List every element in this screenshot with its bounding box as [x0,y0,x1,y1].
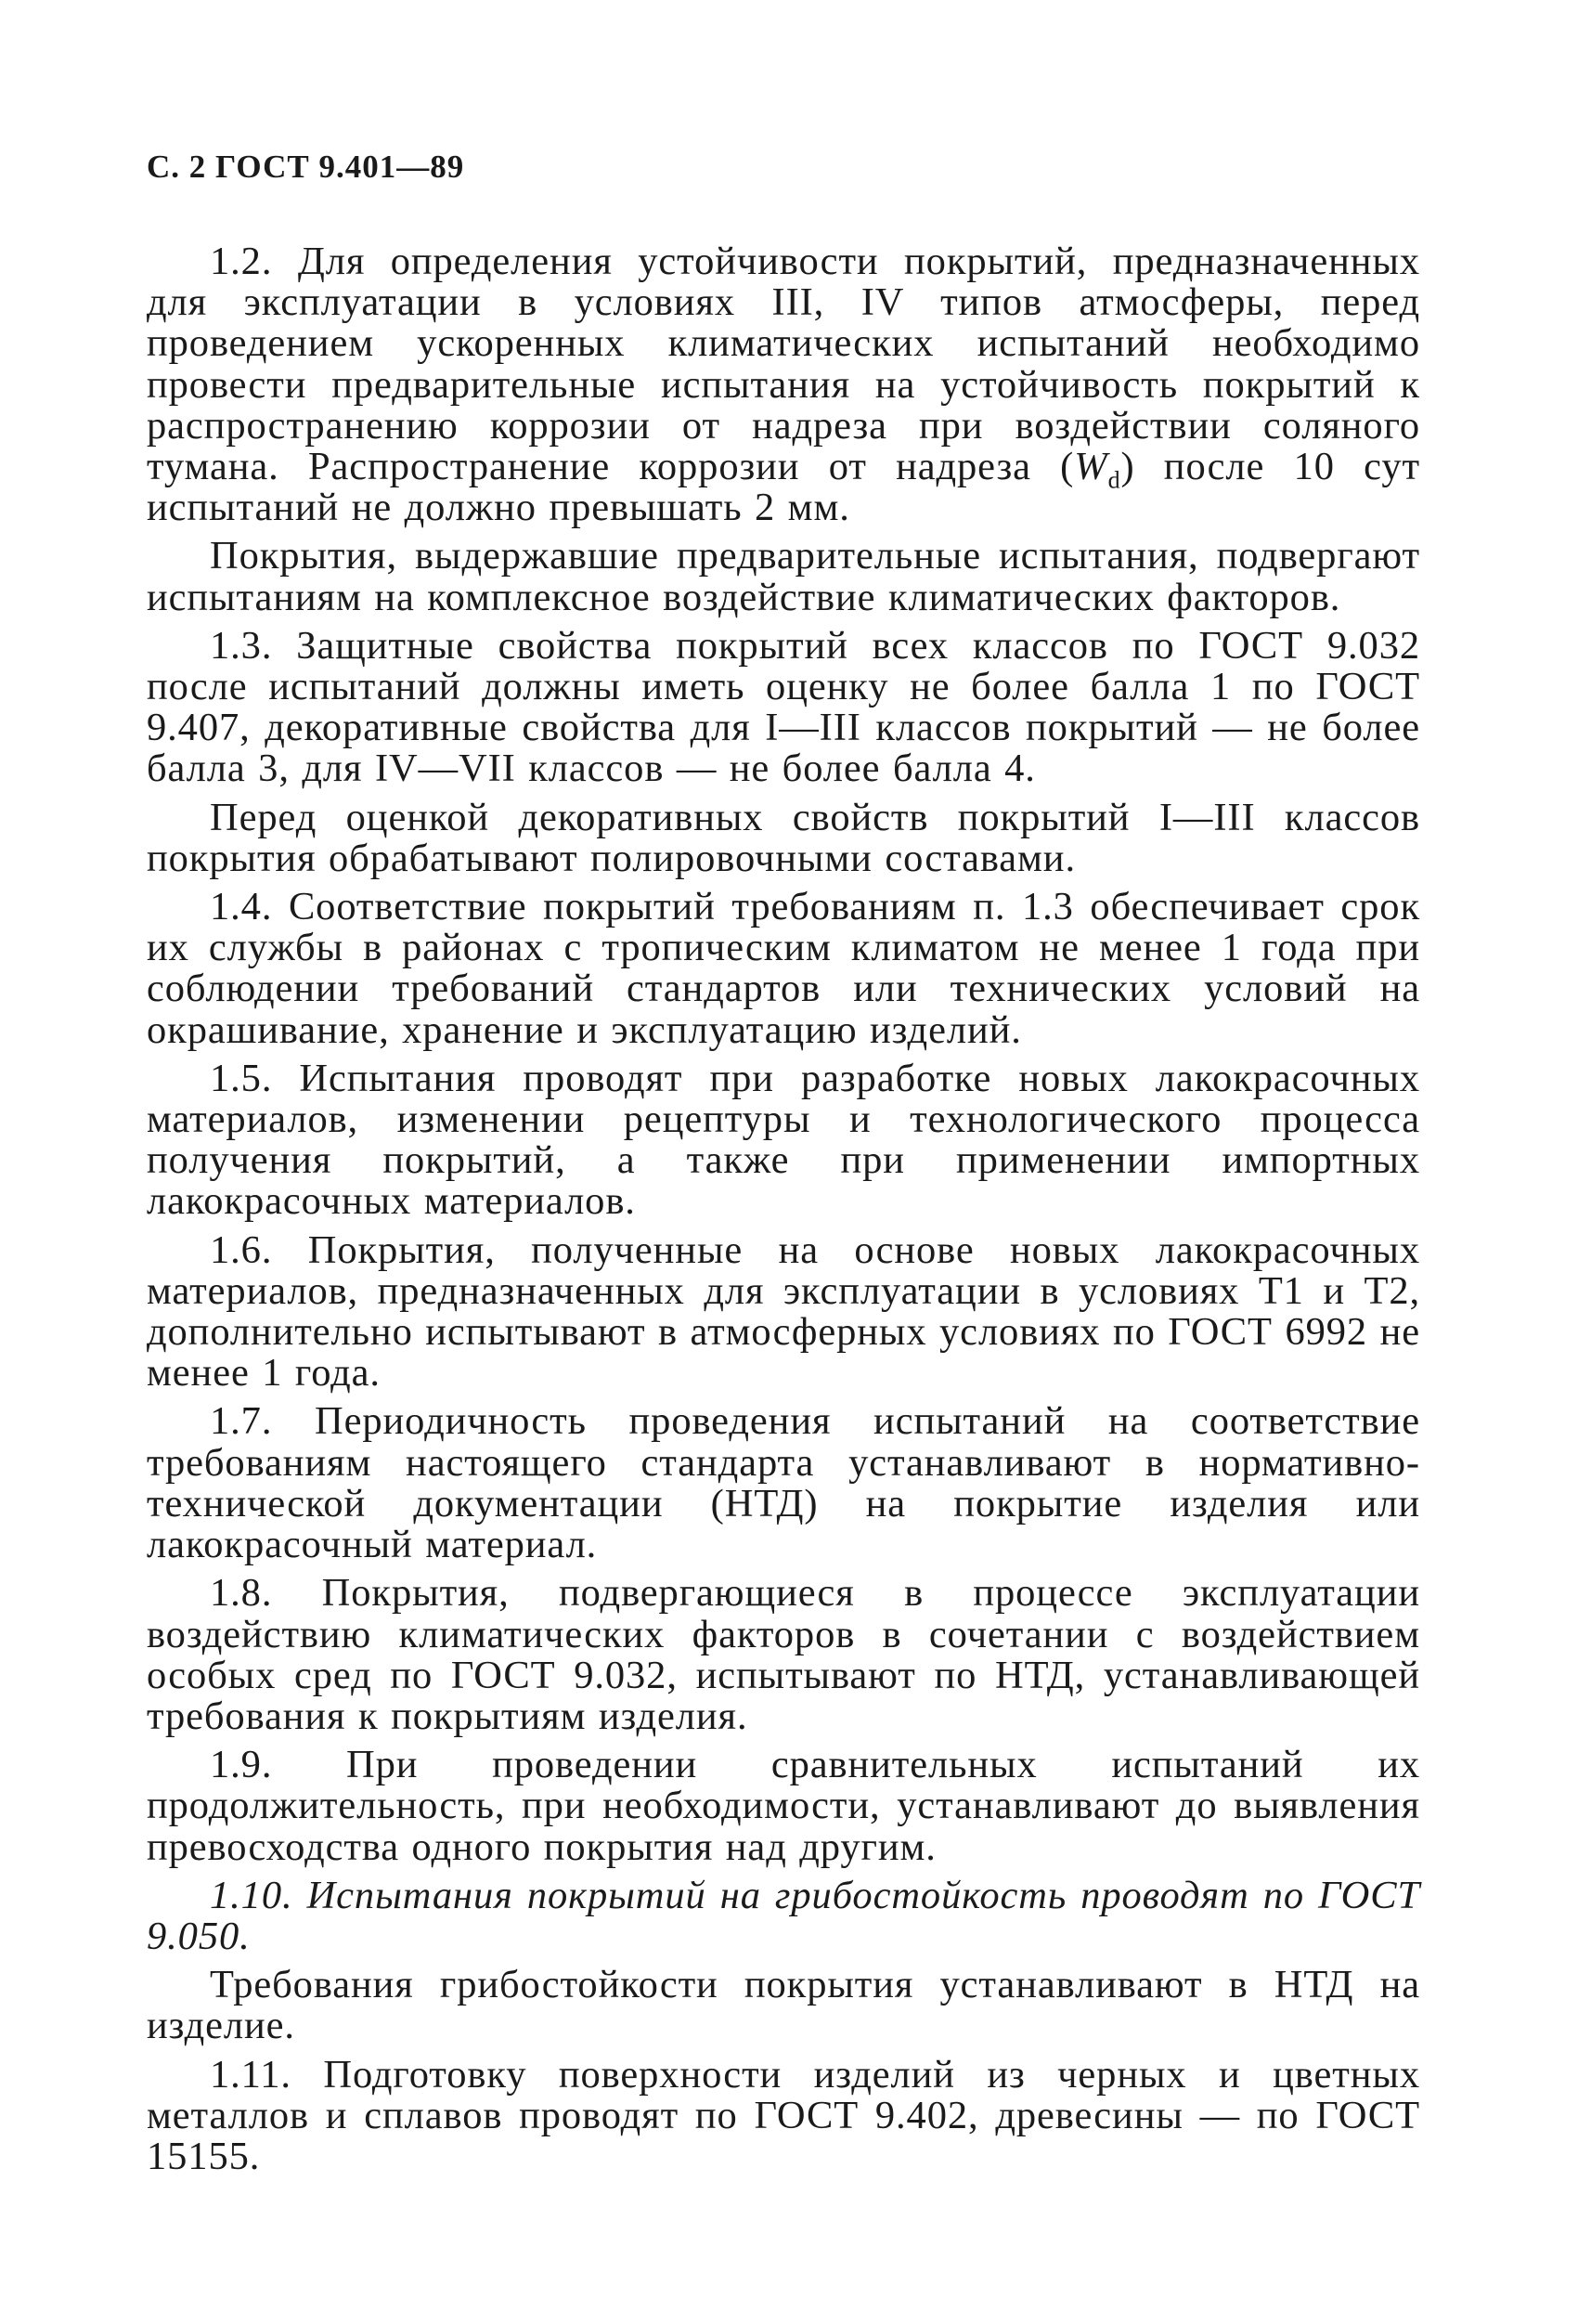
paragraph-1-10-continuation: Требования грибостойкости покрытия устанавливают в НТД на изделие. [147,1963,1420,2048]
paragraph-1-11: 1.11. Подготовку поверхности изделий из черных и цветных металлов и сплавов проводят по ГОСТ 9.402, древесины — по ГОСТ 15155. [147,2052,1420,2178]
paragraph-1-2-continuation: Покрытия, выдержавшие предварительные испытания, подвергают испытаниям на комплексное воздействие климатических факторов. [147,534,1420,619]
paragraph-1-8: 1.8. Покрытия, подвергающиеся в процессе эксплуатации воздействию климатических факторов в сочетании с воздействием особых сред по ГОСТ 9.032, испытывают по НТД, устанавливающей требования к покрытиям изделия. [147,1571,1420,1738]
wd-symbol-subscript: d [1107,466,1121,494]
paragraph-1-9: 1.9. При проведении сравнительных испытаний их продолжительность, при необходимости, устанавливают до выявления превосходства одного покрытия над другим. [147,1743,1420,1869]
paragraph-1-2-text-start: 1.2. Для определения устойчивости покрытий, предназначенных для эксплуатации в условиях III, IV типов атмосферы, перед проведением ускоренных климатических испытаний необходимо провести предварительные испытания на устойчивость покрытий к распространению коррозии от надреза при воздействии соляного тумана. Распространение коррозии от надреза ( [147,240,1420,489]
paragraph-1-2 [147,241,1420,528]
wd-symbol-letter: W [1074,445,1108,489]
paragraph-1-10: 1.10. Испытания покрытий на грибостойкость проводят по ГОСТ 9.050. [147,1873,1420,1958]
page-header: С. 2 ГОСТ 9.401—89 [147,149,465,185]
paragraph-1-7: 1.7. Периодичность проведения испытаний на соответствие требованиям настоящего стандарта устанавливают в нормативно-технической документации (НТД) на покрытие изделия или лакокрасочный материал. [147,1399,1420,1567]
paragraph-1-3-continuation: Перед оценкой декоративных свойств покрытий I—III классов покрытия обрабатывают полировочными составами. [147,795,1420,880]
paragraph-1-3: 1.3. Защитные свойства покрытий всех классов по ГОСТ 9.032 после испытаний должны иметь оценку не более балла 1 по ГОСТ 9.407, декоративные свойства для I—III классов покрытий — не более балла 3, для IV—VII классов — не более балла 4. [147,623,1420,791]
paragraph-1-5: 1.5. Испытания проводят при разработке новых лакокрасочных материалов, изменении рецептуры и технологического процесса получения покрытий, а также при применении импортных лакокрасочных материалов. [147,1056,1420,1224]
paragraph-1-2-text-end: ) после 10 сут испытаний не должно превышать 2 мм. [147,445,1421,530]
document-page [147,149,1420,2185]
paragraph-1-4: 1.4. Соответствие покрытий требованиям п. 1.3 обеспечивает срок их службы в районах с тропическим климатом не менее 1 года при соблюдении требований стандартов или технических условий на окрашивание, хранение и эксплуатацию изделий. [147,885,1420,1052]
wd-symbol [1074,445,1121,494]
paragraph-1-6: 1.6. Покрытия, полученные на основе новых лакокрасочных материалов, предназначенных для эксплуатации в условиях Т1 и Т2, дополнительно испытывают в атмосферных условиях по ГОСТ 6992 не менее 1 года. [147,1227,1420,1396]
